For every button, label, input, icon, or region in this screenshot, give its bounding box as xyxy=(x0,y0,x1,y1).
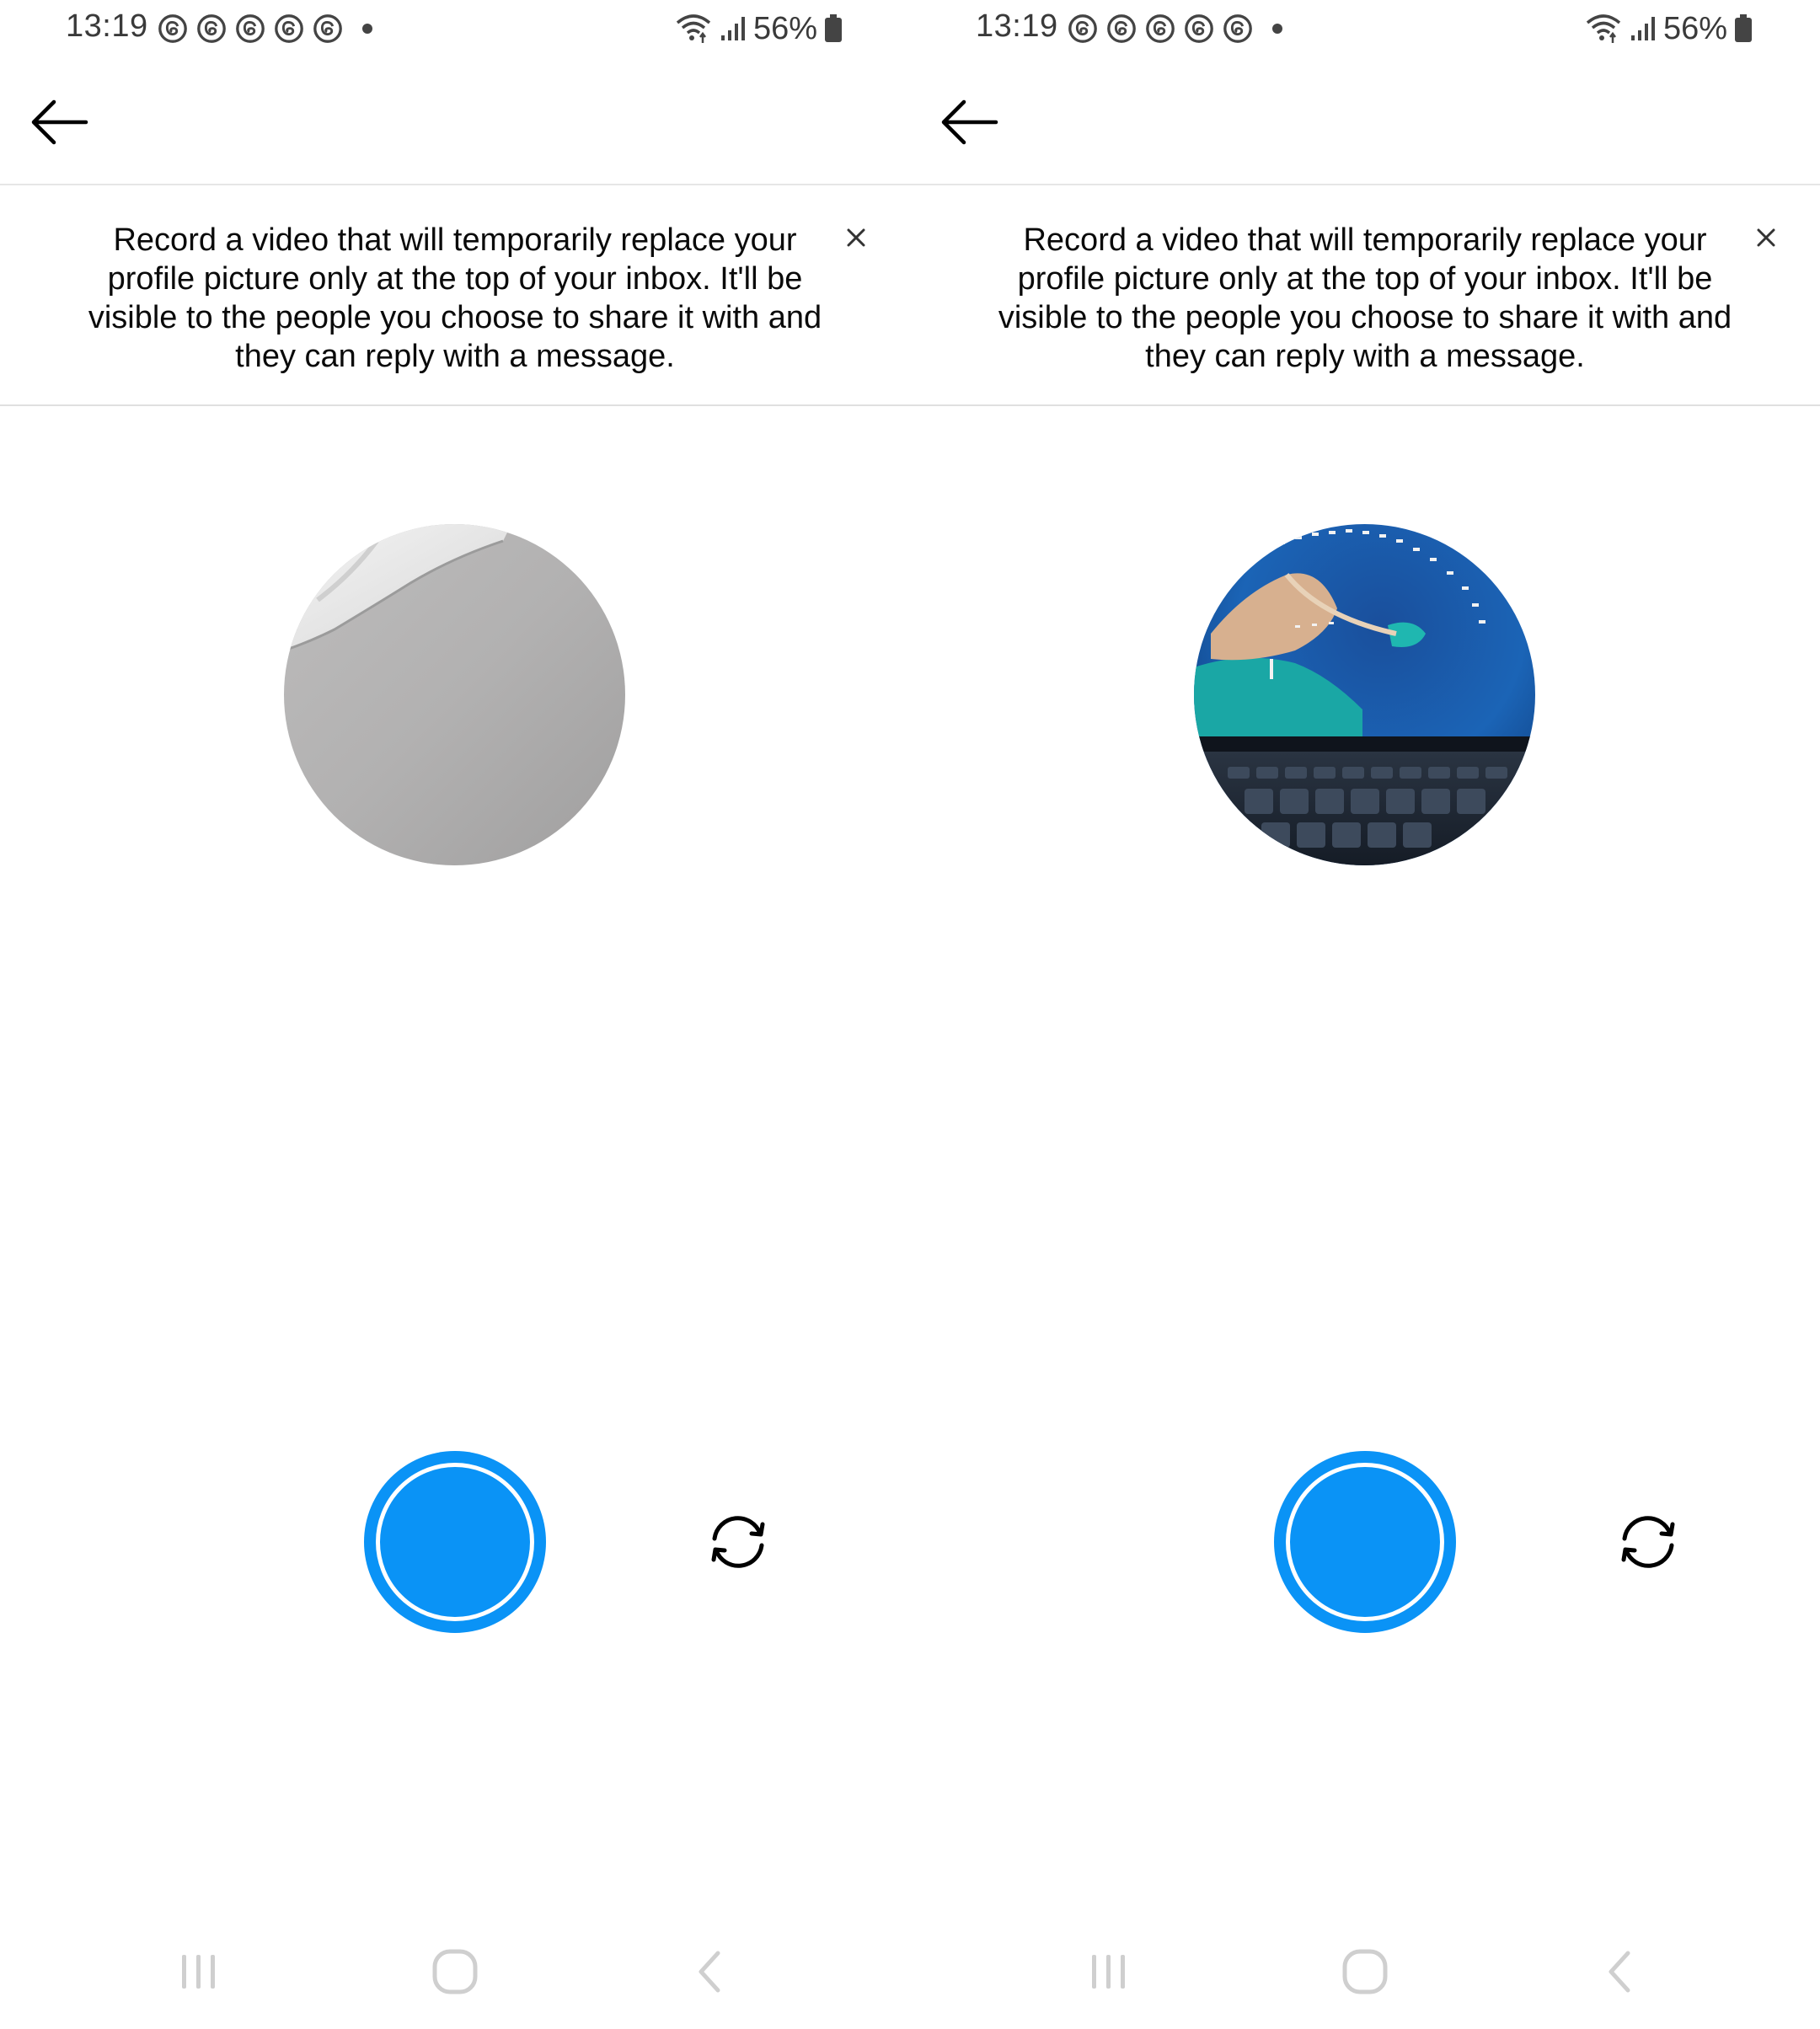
system-nav-bar xyxy=(910,1930,1820,2014)
home-icon[interactable] xyxy=(428,1946,482,1997)
status-time: 13:19 xyxy=(976,8,1058,44)
arrow-left-icon xyxy=(29,99,89,146)
wifi-icon xyxy=(674,13,713,45)
record-button-ring xyxy=(376,1463,534,1621)
arrow-left-icon xyxy=(939,99,999,146)
dismiss-banner-button[interactable] xyxy=(839,221,873,254)
threads-icon xyxy=(1067,13,1099,45)
status-bar xyxy=(0,0,910,59)
camera-preview xyxy=(284,524,625,865)
recent-apps-icon[interactable] xyxy=(174,1946,224,1997)
camera-feed-image xyxy=(284,524,625,865)
info-banner xyxy=(910,187,1820,406)
back-icon[interactable] xyxy=(684,1946,735,1997)
info-banner xyxy=(0,187,910,406)
close-icon xyxy=(1757,228,1775,247)
wifi-icon xyxy=(1584,13,1623,45)
battery-percent: 56% xyxy=(1662,10,1727,46)
more-notifications-dot-icon xyxy=(1272,24,1282,34)
app-bar xyxy=(0,59,910,185)
camera-flip-icon xyxy=(708,1512,768,1572)
back-button[interactable] xyxy=(25,93,93,152)
threads-icon xyxy=(1144,13,1176,45)
record-button-ring xyxy=(1286,1463,1444,1621)
threads-icon xyxy=(312,13,344,45)
threads-icon xyxy=(1183,13,1215,45)
banner-text: Record a video that will temporarily replace your profile picture only at the top of your inbox. It'll be visible to the people you choose to share it with and they can reply with a message. xyxy=(998,222,1732,374)
recent-apps-icon[interactable] xyxy=(1084,1946,1134,1997)
threads-icon xyxy=(234,13,266,45)
battery-icon xyxy=(824,14,843,43)
battery-percent: 56% xyxy=(752,10,817,46)
more-notifications-dot-icon xyxy=(362,24,372,34)
camera-preview xyxy=(1194,524,1535,865)
threads-icon xyxy=(157,13,189,45)
screen-right xyxy=(910,0,1820,2029)
camera-feed-image xyxy=(1194,524,1535,865)
app-bar xyxy=(910,59,1820,185)
record-button[interactable] xyxy=(364,1451,546,1633)
status-indicators xyxy=(1584,10,1753,47)
status-indicators xyxy=(674,10,843,47)
camera-flip-icon xyxy=(1618,1512,1678,1572)
status-bar xyxy=(910,0,1820,59)
dismiss-banner-button[interactable] xyxy=(1749,221,1783,254)
system-nav-bar xyxy=(0,1930,910,2014)
notification-icons xyxy=(1067,12,1282,46)
back-button[interactable] xyxy=(935,93,1003,152)
notification-icons xyxy=(157,12,372,46)
back-icon[interactable] xyxy=(1594,1946,1645,1997)
home-icon[interactable] xyxy=(1338,1946,1392,1997)
status-time: 13:19 xyxy=(66,8,148,44)
record-button[interactable] xyxy=(1274,1451,1456,1633)
threads-icon xyxy=(273,13,305,45)
flip-camera-button[interactable] xyxy=(704,1508,772,1576)
signal-icon xyxy=(720,15,747,42)
battery-icon xyxy=(1734,14,1753,43)
banner-text: Record a video that will temporarily replace your profile picture only at the top of your inbox. It'll be visible to the people you choose to share it with and they can reply with a message. xyxy=(88,222,822,374)
signal-icon xyxy=(1630,15,1657,42)
threads-icon xyxy=(195,13,228,45)
flip-camera-button[interactable] xyxy=(1614,1508,1682,1576)
threads-icon xyxy=(1222,13,1254,45)
close-icon xyxy=(847,228,865,247)
threads-icon xyxy=(1105,13,1138,45)
